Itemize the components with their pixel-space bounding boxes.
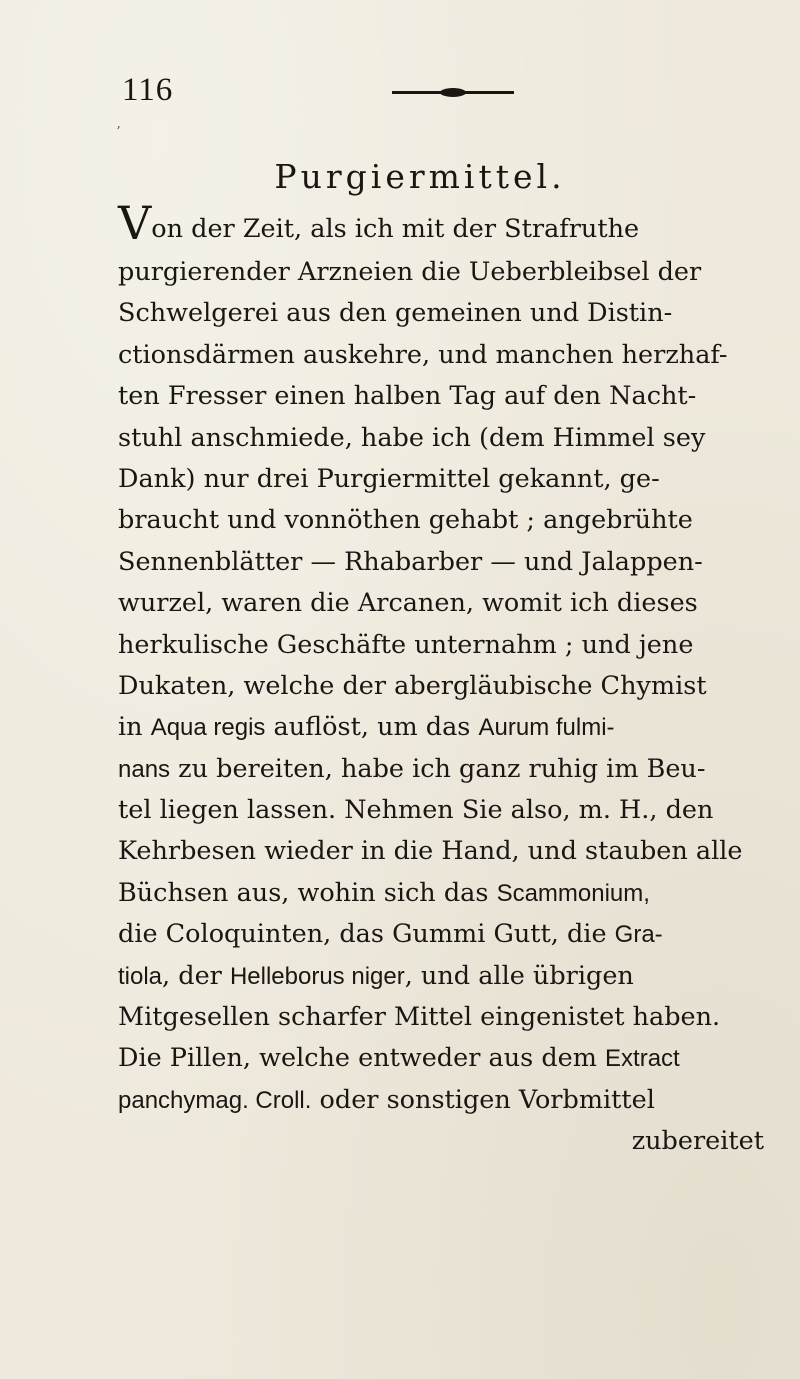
- text-line-14: [118, 749, 800, 790]
- header-ornament-rule: [392, 91, 514, 94]
- text-line-18: [118, 914, 800, 955]
- text-line-4: ctionsdärmen auskehre, und manchen herzhaf-: [118, 339, 728, 370]
- text-line-20: Mitgesellen scharfer Mittel eingenistet haben.: [118, 1002, 721, 1033]
- line-text: oder sonstigen Vorbmittel: [311, 1084, 655, 1115]
- text-line-6: stuhl anschmiede, habe ich (dem Himmel sey: [118, 422, 706, 453]
- margin-mark: ʼ: [116, 125, 121, 140]
- drop-capital: V: [118, 196, 152, 250]
- line-text: , der: [162, 960, 230, 991]
- text-line-10: wurzel, waren die Arcanen, womit ich dieses: [118, 588, 698, 619]
- text-line-12: Dukaten, welche der abergläubische Chymist: [118, 670, 707, 701]
- text-line-8: braucht und vonnöthen gehabt ; angebrühte: [118, 505, 693, 536]
- line-text: on der Zeit, als ich mit der Strafruthe: [151, 214, 640, 244]
- latin-term: Helleborus niger: [229, 962, 405, 990]
- latin-term: Scammonium,: [496, 879, 650, 907]
- text-line-22: [118, 1080, 800, 1121]
- text-line-16: Kehrbesen wieder in die Hand, und stauben alle: [118, 836, 743, 867]
- text-line-11: herkulische Geschäfte unternahm ; und jene: [118, 629, 694, 660]
- text-line-1: [118, 196, 800, 252]
- body-text: [118, 196, 800, 1163]
- text-line-2: purgierender Arzneien die Ueberbleibsel der: [118, 257, 702, 287]
- latin-term: Extract: [605, 1045, 680, 1073]
- text-line-5: ten Fresser einen halben Tag auf den Nacht-: [118, 381, 697, 412]
- text-line-19: [118, 956, 800, 997]
- text-line-21: [118, 1038, 800, 1079]
- line-text: auflöst, um das: [265, 712, 479, 743]
- text-line-15: tel liegen lassen. Nehmen Sie also, m. H., den: [118, 795, 714, 826]
- line-text: in: [118, 712, 151, 743]
- text-line-9: Sennenblätter — Rhabarber — und Jalappen-: [118, 546, 703, 577]
- latin-term: panchymag. Croll.: [118, 1086, 312, 1114]
- latin-term: Aurum fulmi-: [478, 714, 615, 742]
- text-line-7: Dank) nur drei Purgiermittel gekannt, ge-: [118, 463, 660, 494]
- text-line-3: Schwelgerei aus den gemeinen und Distin-: [118, 298, 673, 329]
- latin-term: tiola: [118, 962, 163, 990]
- chapter-heading: Purgiermittel.: [274, 157, 566, 196]
- latin-term: nans: [118, 755, 171, 783]
- catchword: zubereitet: [631, 1126, 764, 1157]
- line-text: die Coloquinten, das Gummi Gutt, die: [118, 919, 615, 950]
- text-line-13: [118, 707, 800, 748]
- text-line-17: [118, 873, 800, 914]
- latin-term: Aqua regis: [150, 714, 266, 742]
- line-text: Die Pillen, welche entweder aus dem: [118, 1043, 606, 1074]
- page-number: 116: [122, 72, 174, 108]
- line-text: , und alle übrigen: [404, 960, 634, 991]
- latin-term: Gra-: [614, 921, 663, 949]
- line-text: zu bereiten, habe ich ganz ruhig im Beu-: [170, 753, 706, 784]
- line-text: Büchsen aus, wohin sich das: [118, 877, 497, 908]
